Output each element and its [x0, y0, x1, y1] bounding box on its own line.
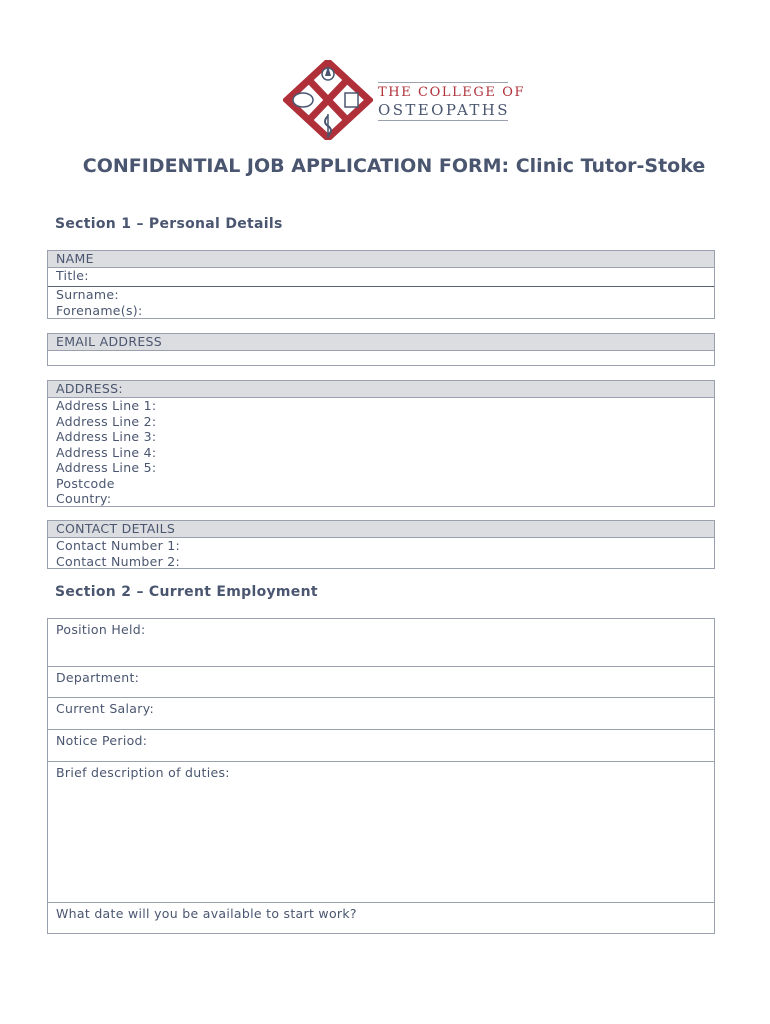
email-header: EMAIL ADDRESS	[48, 334, 714, 351]
notice-period-field[interactable]: Notice Period:	[48, 730, 714, 762]
postcode-field[interactable]: Postcode	[56, 475, 115, 491]
position-held-field[interactable]: Position Held:	[48, 619, 714, 667]
contact-block	[47, 520, 715, 569]
email-block	[47, 333, 715, 366]
logo-line1: THE COLLEGE OF	[378, 85, 526, 100]
address-line-3[interactable]: Address Line 3:	[56, 429, 157, 444]
address-block	[47, 380, 715, 507]
section1-heading: Section 1 – Personal Details	[55, 216, 283, 232]
logo-rule-top	[378, 82, 508, 83]
department-field[interactable]: Department:	[48, 667, 714, 698]
logo-rule-bottom	[378, 120, 508, 121]
start-date-field[interactable]: What date will you be available to start work?	[56, 906, 357, 921]
address-line-4[interactable]: Address Line 4:	[56, 444, 157, 460]
address-line-5[interactable]: Address Line 5:	[56, 460, 157, 475]
title-field[interactable]: Title:	[56, 268, 89, 283]
employment-block	[47, 618, 715, 934]
form-title: CONFIDENTIAL JOB APPLICATION FORM: Clinic Tutor-Stoke	[82, 155, 706, 177]
email-field[interactable]	[48, 351, 714, 367]
college-logo	[283, 60, 526, 140]
current-salary-field[interactable]: Current Salary:	[48, 698, 714, 730]
contact-header: CONTACT DETAILS	[48, 521, 714, 538]
crest-icon	[283, 60, 373, 140]
name-block	[47, 250, 715, 319]
surname-field[interactable]: Surname:	[56, 287, 119, 302]
address-header: ADDRESS:	[48, 381, 714, 398]
address-line-1[interactable]: Address Line 1:	[56, 398, 157, 413]
logo-line2: OSTEOPATHS	[378, 101, 510, 119]
contact-number-1[interactable]: Contact Number 1:	[56, 538, 181, 553]
country-field[interactable]: Country:	[56, 491, 112, 506]
duties-description-field[interactable]: Brief description of duties:	[48, 762, 714, 903]
name-header: NAME	[48, 251, 714, 268]
section2-heading: Section 2 – Current Employment	[55, 584, 318, 600]
contact-number-2[interactable]: Contact Number 2:	[56, 553, 181, 569]
address-line-2[interactable]: Address Line 2:	[56, 413, 157, 429]
forenames-field[interactable]: Forename(s):	[56, 302, 143, 318]
